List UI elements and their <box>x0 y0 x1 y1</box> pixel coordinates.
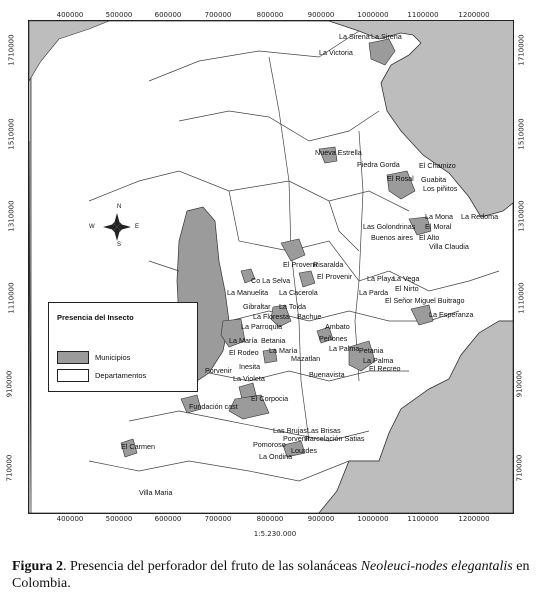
place-label: El Corpocia <box>251 394 289 403</box>
caption-figure-label: Figura 2 <box>12 559 63 574</box>
tick-bottom: 600000 <box>154 515 182 523</box>
place-label: La Tolda <box>279 302 307 311</box>
figure-caption <box>12 558 542 592</box>
place-label: La Redoma <box>461 212 499 221</box>
tick-bottom: 700000 <box>204 515 232 523</box>
tick-bottom: 1100000 <box>407 515 439 523</box>
place-label: Las Golondrinas <box>363 222 416 231</box>
tick-left: 910000 <box>5 370 14 398</box>
place-label: Risaralda <box>313 260 344 269</box>
place-label: Co La Selva <box>251 276 291 285</box>
map-frame <box>28 20 514 514</box>
caption-species: Neoleuci-nodes elegantalis <box>360 559 513 574</box>
tick-top: 900000 <box>307 11 335 19</box>
place-label: Las Brisas <box>307 426 341 435</box>
place-label: La Ondina <box>259 452 293 461</box>
place-label: El Chamizo <box>419 161 456 170</box>
map-legend <box>48 302 198 392</box>
tick-right: 1710000 <box>517 34 526 66</box>
map-scale: 1:5.230.000 <box>253 530 297 538</box>
legend-label-municipios: Municipios <box>95 353 131 362</box>
tick-top: 800000 <box>256 11 284 19</box>
place-label: Porvenir <box>283 434 310 443</box>
tick-bottom: 1200000 <box>458 515 490 523</box>
place-label: Inesita <box>239 362 261 371</box>
place-label: Bachue <box>297 312 322 321</box>
place-label: Lourdes <box>291 446 317 455</box>
place-label: El Recreo <box>369 364 401 373</box>
place-label: La Sirena <box>339 32 370 41</box>
tick-right: 910000 <box>515 370 524 398</box>
place-label: El Carmen <box>121 442 155 451</box>
place-label: Peñones <box>319 334 348 343</box>
compass-s: S <box>117 242 122 248</box>
compass-n: N <box>117 204 122 210</box>
place-label: Villa Claudia <box>429 242 469 251</box>
place-label: Buenos aires <box>371 233 413 242</box>
tick-top: 600000 <box>154 11 182 19</box>
place-label: Ambato <box>325 322 350 331</box>
place-label: La Victoria <box>319 48 353 57</box>
place-label: El Moral <box>425 222 452 231</box>
caption-text-before: . Presencia del perforador del fruto de las solanáceas <box>62 559 361 574</box>
legend-swatch-departamentos <box>57 369 89 382</box>
place-label: Petania <box>359 346 384 355</box>
place-label: El Señor Miguel Buitrago <box>385 296 465 305</box>
tick-right: 1110000 <box>517 282 526 314</box>
tick-top: 1200000 <box>458 11 490 19</box>
place-label: La María <box>269 346 298 355</box>
legend-label-departamentos: Departamentos <box>95 371 147 380</box>
place-label: Parcelación Satias <box>305 434 365 443</box>
legend-swatch-municipios <box>57 351 89 364</box>
tick-top: 1000000 <box>357 11 389 19</box>
place-label: Betania <box>261 336 286 345</box>
place-label: La Sirena <box>371 32 402 41</box>
place-label: El Rosal <box>387 174 414 183</box>
tick-left: 1710000 <box>7 34 16 66</box>
tick-bottom: 500000 <box>105 515 133 523</box>
place-label: La Manuelita <box>227 288 269 297</box>
compass-w: W <box>89 224 95 230</box>
tick-left: 1510000 <box>7 118 16 150</box>
place-label: La Parda <box>359 288 389 297</box>
place-label: El Alto <box>419 233 440 242</box>
place-label: La Palma <box>363 356 394 365</box>
place-label: Pomoroso <box>253 440 286 449</box>
tick-top: 400000 <box>56 11 84 19</box>
tick-bottom: 400000 <box>56 515 84 523</box>
tick-right: 1510000 <box>517 118 526 150</box>
place-label: La Violeta <box>233 374 265 383</box>
tick-right: 710000 <box>515 454 524 482</box>
place-label: La Mona <box>425 212 453 221</box>
tick-left: 1310000 <box>7 200 16 232</box>
place-label: La Cacerola <box>279 288 318 297</box>
place-label: La Esperanza <box>429 310 474 319</box>
place-label: Guabita <box>421 175 447 184</box>
place-label: La Parroquia <box>241 322 283 331</box>
place-label: Los piñitos <box>423 184 458 193</box>
place-label: Nueva Estrella <box>315 148 362 157</box>
tick-top: 500000 <box>105 11 133 19</box>
place-label: Piedra Gorda <box>357 160 400 169</box>
tick-left: 710000 <box>5 454 14 482</box>
place-label: El Nirto <box>395 284 419 293</box>
tick-left: 1110000 <box>7 282 16 314</box>
compass-e: E <box>135 224 140 230</box>
place-label: La Palma <box>329 344 360 353</box>
place-label: Las Brujas <box>273 426 307 435</box>
tick-top: 700000 <box>204 11 232 19</box>
tick-top: 1100000 <box>407 11 439 19</box>
place-label: Porvenir <box>205 366 232 375</box>
place-label: Buenavista <box>309 370 345 379</box>
place-label: El Provenir <box>283 260 319 269</box>
place-label: La Floresta <box>253 312 289 321</box>
legend-title: Presencia del Insecto <box>57 313 134 322</box>
tick-right: 1310000 <box>517 200 526 232</box>
place-label: El Rodeo <box>229 348 259 357</box>
place-label: El Provenir <box>317 272 353 281</box>
tick-bottom: 1000000 <box>357 515 389 523</box>
tick-bottom: 800000 <box>256 515 284 523</box>
place-label: La María <box>229 336 258 345</box>
place-label: Gibraltar <box>243 302 271 311</box>
place-label: La Vega <box>393 274 420 283</box>
place-label: Villa Maria <box>139 488 173 497</box>
tick-bottom: 900000 <box>307 515 335 523</box>
caption-text-after: en Colombia. <box>12 559 530 591</box>
place-label: La Playa <box>367 274 395 283</box>
place-label: Fundación cast <box>189 402 238 411</box>
place-label: Mazatlan <box>291 354 321 363</box>
